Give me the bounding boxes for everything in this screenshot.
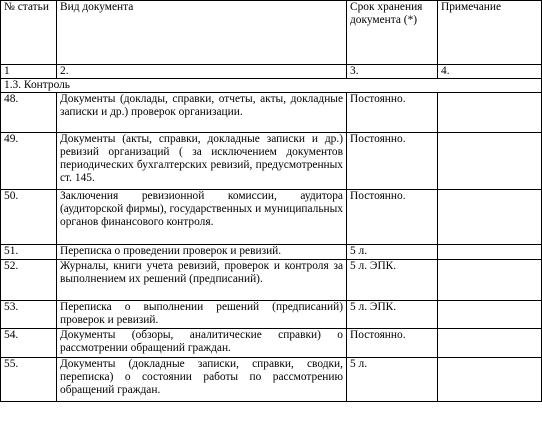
note: [438, 260, 542, 301]
article-number: 55.: [1, 358, 57, 402]
article-number: 53.: [1, 301, 57, 329]
article-number: 54.: [1, 329, 57, 358]
article-number: 48.: [1, 93, 57, 133]
note: [438, 329, 542, 358]
table-row: [1, 329, 542, 358]
document-description: Документы (обзоры, аналитические справки) о рассмотрении обращений граждан.: [57, 329, 347, 358]
numbering-cell: 1: [1, 65, 57, 79]
retention-term: 5 л.: [347, 245, 438, 260]
retention-term: Постоянно.: [347, 190, 438, 245]
header-retention-term: Срок хранения документа (*): [347, 1, 438, 65]
document-description: Заключения ревизионной комиссии, аудитора (аудиторской фирмы), государственных и муниципальных органов финансового контроля.: [57, 190, 347, 245]
numbering-cell: 3.: [347, 65, 438, 79]
retention-term: Постоянно.: [347, 329, 438, 358]
note: [438, 93, 542, 133]
table-row: [1, 133, 542, 190]
section-row: [1, 79, 542, 93]
article-number: 52.: [1, 260, 57, 301]
numbering-row: [1, 65, 542, 79]
table-row: [1, 358, 542, 402]
header-document-type: Вид документа: [57, 1, 347, 65]
numbering-cell: 2.: [57, 65, 347, 79]
document-description: Документы (акты, справки, докладные записки и др.) ревизий организаций ( за исключением документов периодических бухгалтерских ревизий, предусмотренных ст. 145.: [57, 133, 347, 190]
note: [438, 133, 542, 190]
table-row: [1, 301, 542, 329]
table-row: [1, 260, 542, 301]
document-description: Документы (докладные записки, справки, сводки, переписка) о состоянии работы по рассмотрению обращений граждан.: [57, 358, 347, 402]
article-number: 50.: [1, 190, 57, 245]
retention-term: Постоянно.: [347, 93, 438, 133]
retention-term: Постоянно.: [347, 133, 438, 190]
document-description: Переписка о проведении проверок и ревизий.: [57, 245, 347, 260]
section-title: 1.3. Контроль: [1, 79, 542, 93]
table-row: [1, 93, 542, 133]
header-note: Примечание: [438, 1, 542, 65]
retention-term: 5 л. ЭПК.: [347, 301, 438, 329]
header-article-number: № статьи: [1, 1, 57, 65]
document-description: Журналы, книги учета ревизий, проверок и контроля за выполнением их решений (предписаний).: [57, 260, 347, 301]
retention-term: 5 л.: [347, 358, 438, 402]
header-row: [1, 1, 542, 65]
note: [438, 358, 542, 402]
article-number: 49.: [1, 133, 57, 190]
note: [438, 245, 542, 260]
numbering-cell: 4.: [438, 65, 542, 79]
document-description: Переписка о выполнении решений (предписаний) проверок и ревизий.: [57, 301, 347, 329]
retention-term: 5 л. ЭПК.: [347, 260, 438, 301]
document-description: Документы (доклады, справки, отчеты, акты, докладные записки и др.) проверок организации.: [57, 93, 347, 133]
table-row: [1, 190, 542, 245]
article-number: 51.: [1, 245, 57, 260]
note: [438, 301, 542, 329]
table-row: [1, 245, 542, 260]
note: [438, 190, 542, 245]
